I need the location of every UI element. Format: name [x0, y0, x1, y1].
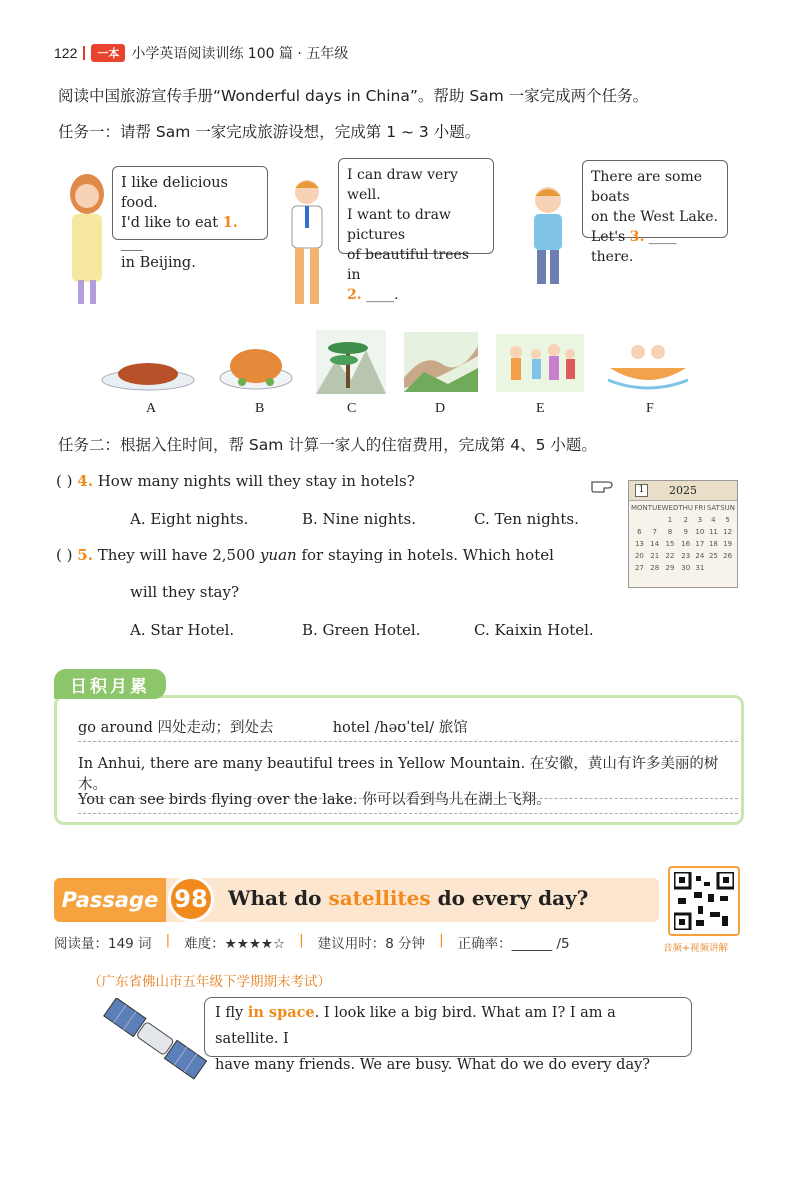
question-4-number: 4.: [77, 472, 93, 490]
calendar-day: [720, 564, 735, 572]
page-number: 122: [54, 45, 78, 61]
calendar-day: 10: [695, 528, 705, 536]
calendar-day: 1: [667, 516, 673, 524]
passage-number: 98: [168, 876, 214, 922]
calendar-day: 14: [650, 540, 660, 548]
father-line-3: of beautiful trees in: [347, 247, 469, 283]
picture-label-b: B: [255, 401, 265, 416]
question-5-number: 5.: [77, 546, 93, 564]
q5-option-a[interactable]: A. Star Hotel.: [130, 621, 235, 639]
picture-label-c: C: [347, 401, 357, 416]
intro-speech-bubble: [204, 997, 692, 1073]
calendar-day: 7: [652, 528, 657, 536]
passage-title-highlight: satellites: [328, 886, 431, 910]
calendar-day: 5: [725, 516, 730, 524]
word-count: 阅读量：149 词: [54, 936, 152, 952]
calendar-day: 9: [683, 528, 688, 536]
calendar-day: [648, 516, 662, 524]
calendar-day: 29: [665, 564, 675, 572]
q4-option-c[interactable]: C. Ten nights.: [474, 510, 579, 528]
picture-label-f: F: [646, 401, 654, 416]
father-line-4: 2. ____.: [347, 287, 399, 303]
question-5-text-a: They will have 2,500: [97, 546, 260, 564]
intro-highlight: in space: [247, 1004, 315, 1021]
sam-line-1: There are some boats: [591, 169, 703, 205]
calendar-year: 2025: [669, 484, 697, 497]
reading-instruction: 阅读中国旅游宣传手册“Wonderful days in China”。帮助 Sam 一家完成两个任务。: [58, 87, 649, 105]
q5-option-b[interactable]: B. Green Hotel.: [302, 621, 421, 639]
task-two-heading: 任务二：根据入住时间，帮 Sam 计算一家人的住宿费用，完成第 4、5 小题。: [58, 436, 597, 454]
header-divider: [83, 46, 85, 60]
calendar-day: 21: [650, 552, 660, 560]
sam-illustration: [528, 184, 568, 292]
calendar-day: 12: [723, 528, 733, 536]
question-5-yuan: yuan: [259, 546, 297, 564]
father-line-2: I want to draw pictures: [347, 207, 451, 243]
book-title: 小学英语阅读训练 100 篇 · 五年级: [131, 46, 349, 62]
calendar-day: 3: [697, 516, 703, 524]
question-5: [56, 546, 554, 564]
calendar-day: 13: [634, 540, 644, 548]
calendar-weekday: TUE: [647, 504, 662, 512]
difficulty: 难度：★★★★☆: [184, 936, 286, 952]
peking-duck-picture: [218, 340, 294, 392]
vocab-line-3: You can see birds flying over the lake. 你可以看到鸟儿在湖上飞翔。: [78, 788, 738, 814]
girl-line-2: I'd like to eat 1. ___: [121, 214, 238, 251]
accuracy: 正确率：______ /5: [457, 936, 570, 952]
intro-line-2: have many friends. We are busy. What do we do every day?: [215, 1057, 651, 1073]
vocab-line-2: In Anhui, there are many beautiful trees in Yellow Mountain. 在安徽，黄山有许多美丽的树木。: [78, 752, 738, 799]
father-line-1: I can draw very well.: [347, 167, 458, 203]
calendar-day: 24: [695, 552, 705, 560]
question-5-options: [130, 621, 646, 639]
pointing-hand-icon: [590, 476, 618, 496]
calendar-header: [629, 481, 737, 501]
sam-line-2: on the West Lake.: [591, 209, 718, 225]
calendar-day: 22: [665, 552, 675, 560]
girl-line-3: in Beijing.: [121, 255, 196, 271]
vocab-hotel: hotel /həʊˈtel/ 旅馆: [332, 720, 468, 736]
calendar-day: [707, 564, 721, 572]
calendar-day: 31: [695, 564, 705, 572]
calendar-weekday: SAT: [706, 504, 720, 512]
calendar-day: 23: [681, 552, 691, 560]
father-illustration: [284, 176, 330, 310]
calendar-day: 15: [665, 540, 675, 548]
boating-picture: [608, 334, 688, 392]
sam-line-3: Let's 3. ____ there.: [591, 229, 677, 265]
father-speech-bubble: [338, 158, 494, 303]
q4-option-b[interactable]: B. Nine nights.: [302, 510, 417, 528]
calendar-day: 28: [650, 564, 660, 572]
vocab-line-1: [78, 716, 738, 742]
sam-speech-bubble: [582, 160, 728, 265]
q4-option-a[interactable]: A. Eight nights.: [130, 510, 249, 528]
great-wall-picture: [404, 332, 478, 392]
question-5-text-b: for staying in hotels. Which hotel: [296, 546, 554, 564]
passage-tag: Passage: [54, 878, 166, 922]
calendar-january-2025: [628, 480, 738, 588]
vocab-go-around: go around 四处走动；到处去: [78, 720, 274, 736]
calendar-day: 17: [695, 540, 705, 548]
calendar-day: 11: [708, 528, 718, 536]
calendar-day: 27: [634, 564, 644, 572]
qr-label: 音频+视频讲解: [663, 943, 728, 954]
calendar-weekday: THU: [678, 504, 694, 512]
girl-illustration: [62, 172, 112, 310]
girl-line-1: I like delicious food.: [121, 175, 228, 211]
calendar-day: 8: [667, 528, 673, 536]
question-4-text: How many nights will they stay in hotels?: [97, 472, 415, 490]
calendar-day: 19: [723, 540, 733, 548]
calendar-weekday: SUN: [720, 504, 735, 512]
picture-label-d: D: [435, 401, 446, 416]
calendar-weekday: WED: [661, 504, 679, 512]
calendar-day: 16: [681, 540, 691, 548]
calendar-weekday: FRI: [694, 504, 706, 512]
calendar-day: 4: [711, 516, 716, 524]
roast-duck-dish-picture: [100, 356, 196, 392]
difficulty-stars-icon: ★★★★☆: [224, 936, 286, 952]
calendar-day: 26: [723, 552, 733, 560]
calendar-day: 25: [708, 552, 718, 560]
question-4-options: [130, 510, 646, 528]
calendar-day: [631, 516, 648, 524]
page-header: [54, 42, 348, 64]
picture-label-a: A: [146, 401, 157, 416]
picture-label-e: E: [536, 401, 545, 416]
passage-meta: 阅读量：149 词 | 难度：★★★★☆ | 建议用时：8 分钟 | 正确率：______ /5: [54, 932, 570, 952]
passage-title: What do satellites do every day?: [228, 886, 589, 910]
calendar-day: 20: [634, 552, 644, 560]
vocabulary-title: 日积月累: [54, 669, 166, 699]
intro-line-1: I fly in space. I look like a big bird. What am I? I am a satellite. I: [215, 1004, 616, 1047]
calendar-grid: [629, 501, 737, 575]
calendar-day: 30: [681, 564, 691, 572]
calendar-day: 6: [637, 528, 642, 536]
yellow-mountain-pine-picture: [316, 330, 386, 394]
qr-code[interactable]: [668, 866, 740, 936]
qr-code-icon: [674, 872, 734, 930]
girl-speech-bubble: [112, 166, 268, 271]
answer-blank-5[interactable]: ( ): [56, 546, 73, 564]
calendar-month: 1: [635, 484, 648, 497]
calendar-day: 18: [708, 540, 718, 548]
task-one-heading: 任务一：请帮 Sam 一家完成旅游设想，完成第 1 ~ 3 小题。: [58, 123, 481, 141]
brand-logo: 一本: [91, 44, 125, 62]
question-5-text-c: will they stay?: [130, 583, 239, 601]
answer-blank-4[interactable]: ( ): [56, 472, 73, 490]
q5-option-c[interactable]: C. Kaixin Hotel.: [474, 621, 594, 639]
satellite-illustration: [100, 998, 212, 1080]
suggested-time: 建议用时：8 分钟: [317, 936, 426, 952]
exam-source: （广东省佛山市五年级下学期期末考试）: [88, 974, 331, 990]
question-4: [56, 472, 415, 490]
family-hiking-picture: [496, 334, 584, 392]
calendar-day: 2: [683, 516, 688, 524]
calendar-weekday: MON: [631, 504, 648, 512]
